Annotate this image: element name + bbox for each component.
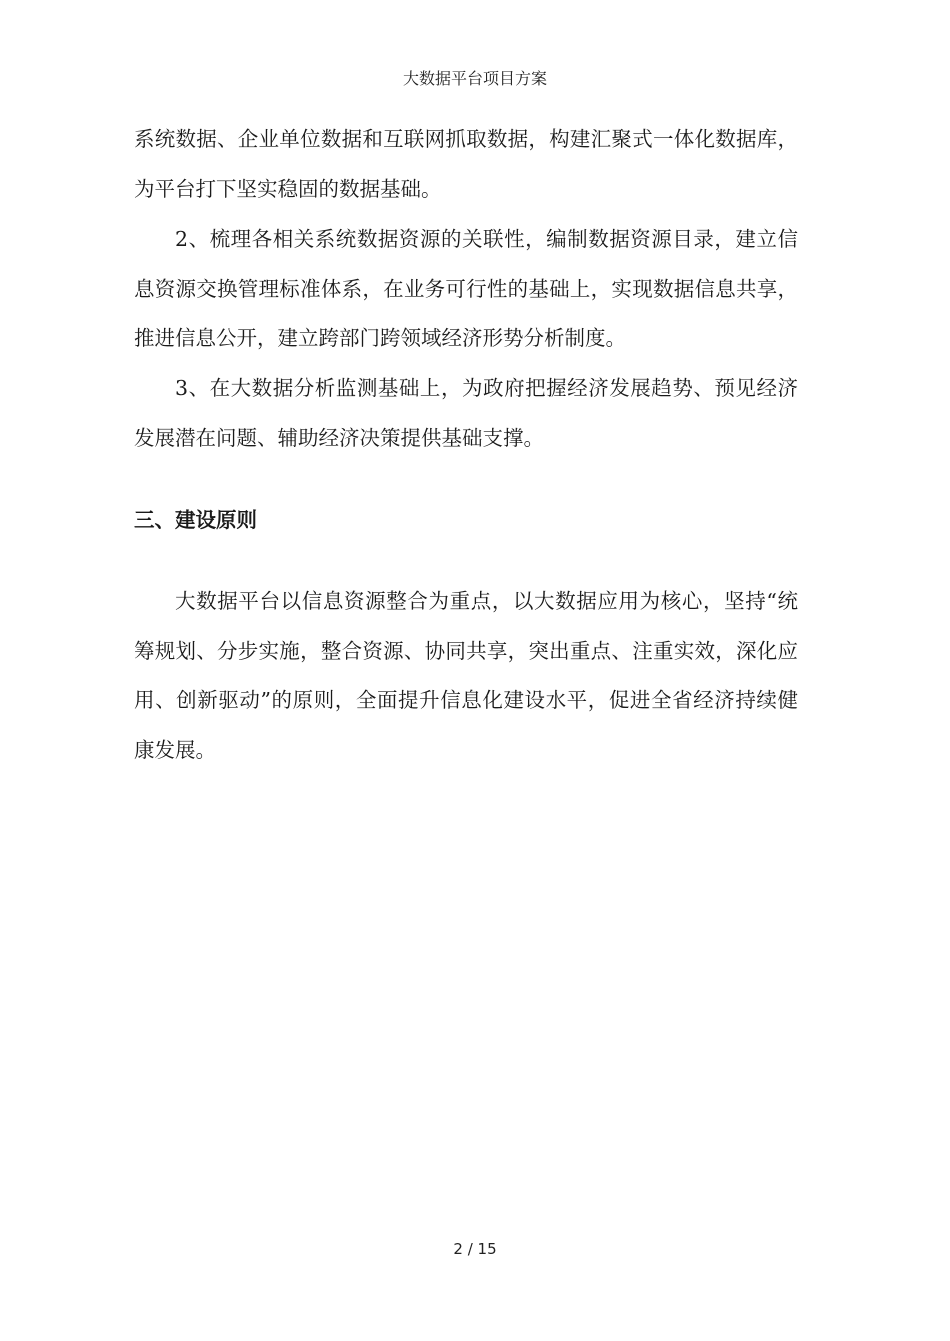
- page-number-current: 2: [453, 1240, 463, 1258]
- page-number-total: / 15: [467, 1240, 497, 1258]
- paragraph-data-foundation: 系统数据、企业单位数据和互联网抓取数据，构建汇聚式一体化数据库，为平台打下坚实稳固的数据基础。: [134, 127, 798, 201]
- paragraph-item-3: 3、在大数据分析监测基础上，为政府把握经济发展趋势、预见经济发展潜在问题、辅助经济决策提供基础支撑。: [134, 376, 798, 450]
- paragraph-principles: 大数据平台以信息资源整合为重点，以大数据应用为核心，坚持“统筹规划、分步实施，整合资源、协同共享，突出重点、注重实效，深化应用、创新驱动”的原则，全面提升信息化建设水平，促进全省经济持续健康发展。: [134, 589, 798, 762]
- section-heading-principles: 三、建设原则: [134, 508, 257, 532]
- page-header-title: 大数据平台项目方案: [402, 69, 547, 88]
- paragraph-item-2: 2、梳理各相关系统数据资源的关联性，编制数据资源目录，建立信息资源交换管理标准体系，在业务可行性的基础上，实现数据信息共享，推进信息公开，建立跨部门跨领域经济形势分析制度。: [134, 227, 798, 350]
- page-number: [0, 1240, 950, 1258]
